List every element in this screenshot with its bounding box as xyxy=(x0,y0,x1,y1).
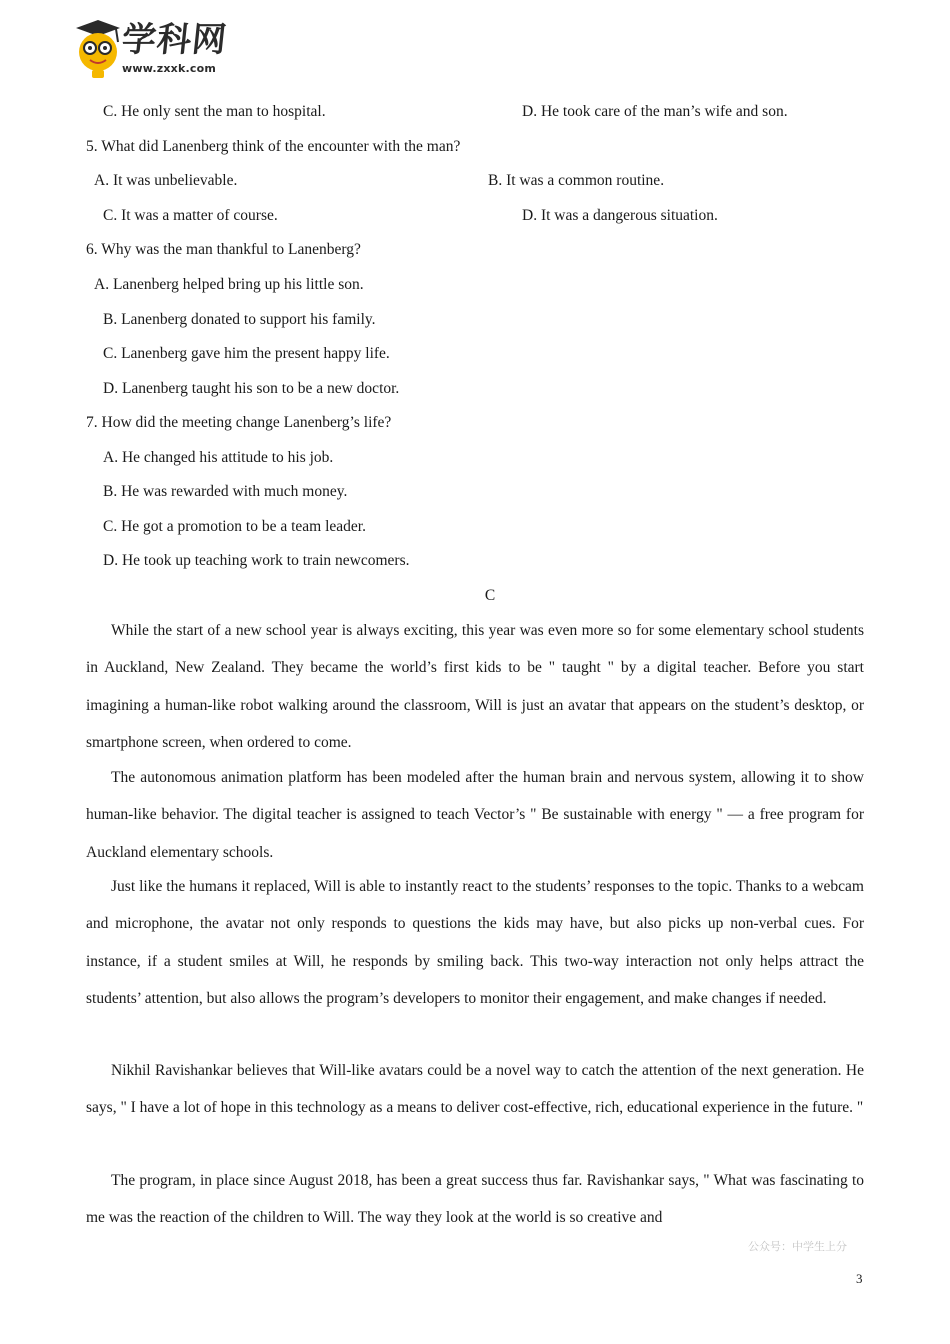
logo-wordmark: 学科网 xyxy=(119,20,230,60)
graduate-mascot-icon xyxy=(72,18,124,80)
q6-option-a: A. Lanenberg helped bring up his little son. xyxy=(94,276,364,293)
passage-paragraph: Nikhil Ravishankar believes that Will-like avatars could be a novel way to catch the attention of the next generation. He says, " I have a lot of hope in this technology as a means to deliver cost-effective, rich, educational experience in the future. " xyxy=(86,1062,864,1117)
q6-stem: 6. Why was the man thankful to Lanenberg? xyxy=(86,241,361,258)
q6-option-c: C. Lanenberg gave him the present happy life. xyxy=(103,345,390,362)
watermark: 公众号：中学生上分 xyxy=(748,1240,847,1253)
logo-url: www.zxxk.com xyxy=(122,62,216,75)
passage-paragraph: While the start of a new school year is always exciting, this year was even more so for some elementary school students in Auckland, New Zealand. They became the world’s first kids to be " taught " by a digital teacher. Before you start imagining a human-like robot walking around the classroom, Will is just an avatar that appears on the student’s desktop, or smartphone screen, when ordered to come. xyxy=(86,622,864,751)
q5-stem: 5. What did Lanenberg think of the encounter with the man? xyxy=(86,138,461,155)
site-logo xyxy=(72,18,232,80)
q4-option-c: C. He only sent the man to hospital. xyxy=(103,103,326,120)
section-heading-c: C xyxy=(484,587,496,604)
passage-paragraph: Just like the humans it replaced, Will is able to instantly react to the students’ responses to the topic. Thanks to a webcam and microphone, the avatar not only responds to questions the kids may have, but also picks up non-verbal cues. For instance, if a student smiles at Will, he responds by smiling back. This two-way interaction not only helps attract the students’ attention, but also allows the program’s developers to monitor their engagement, and make changes if needed. xyxy=(86,878,864,1007)
q7-option-a: A. He changed his attitude to his job. xyxy=(103,449,334,466)
q5-option-c: C. It was a matter of course. xyxy=(103,207,278,224)
q5-option-d: D. It was a dangerous situation. xyxy=(522,207,718,224)
passage-paragraph: The program, in place since August 2018, has been a great success thus far. Ravishankar says, " What was fascinating to me was the reaction of the children to Will. The way they look at the world is so creative and xyxy=(86,1172,864,1227)
q5-option-a: A. It was unbelievable. xyxy=(94,172,238,189)
q7-stem: 7. How did the meeting change Lanenberg’s life? xyxy=(86,414,392,431)
q7-option-c: C. He got a promotion to be a team leader. xyxy=(103,518,366,535)
q6-option-b: B. Lanenberg donated to support his family. xyxy=(103,311,376,328)
q7-option-d: D. He took up teaching work to train newcomers. xyxy=(103,552,410,569)
passage-paragraph: The autonomous animation platform has been modeled after the human brain and nervous system, allowing it to show human-like behavior. The digital teacher is assigned to teach Vector’s " Be sustainable with energy " — a free program for Auckland elementary schools. xyxy=(86,769,864,861)
page-number: 3 xyxy=(856,1271,863,1286)
q4-option-d: D. He took care of the man’s wife and son. xyxy=(522,103,788,120)
q7-option-b: B. He was rewarded with much money. xyxy=(103,483,348,500)
q6-option-d: D. Lanenberg taught his son to be a new doctor. xyxy=(103,380,400,397)
q5-option-b: B. It was a common routine. xyxy=(488,172,665,189)
